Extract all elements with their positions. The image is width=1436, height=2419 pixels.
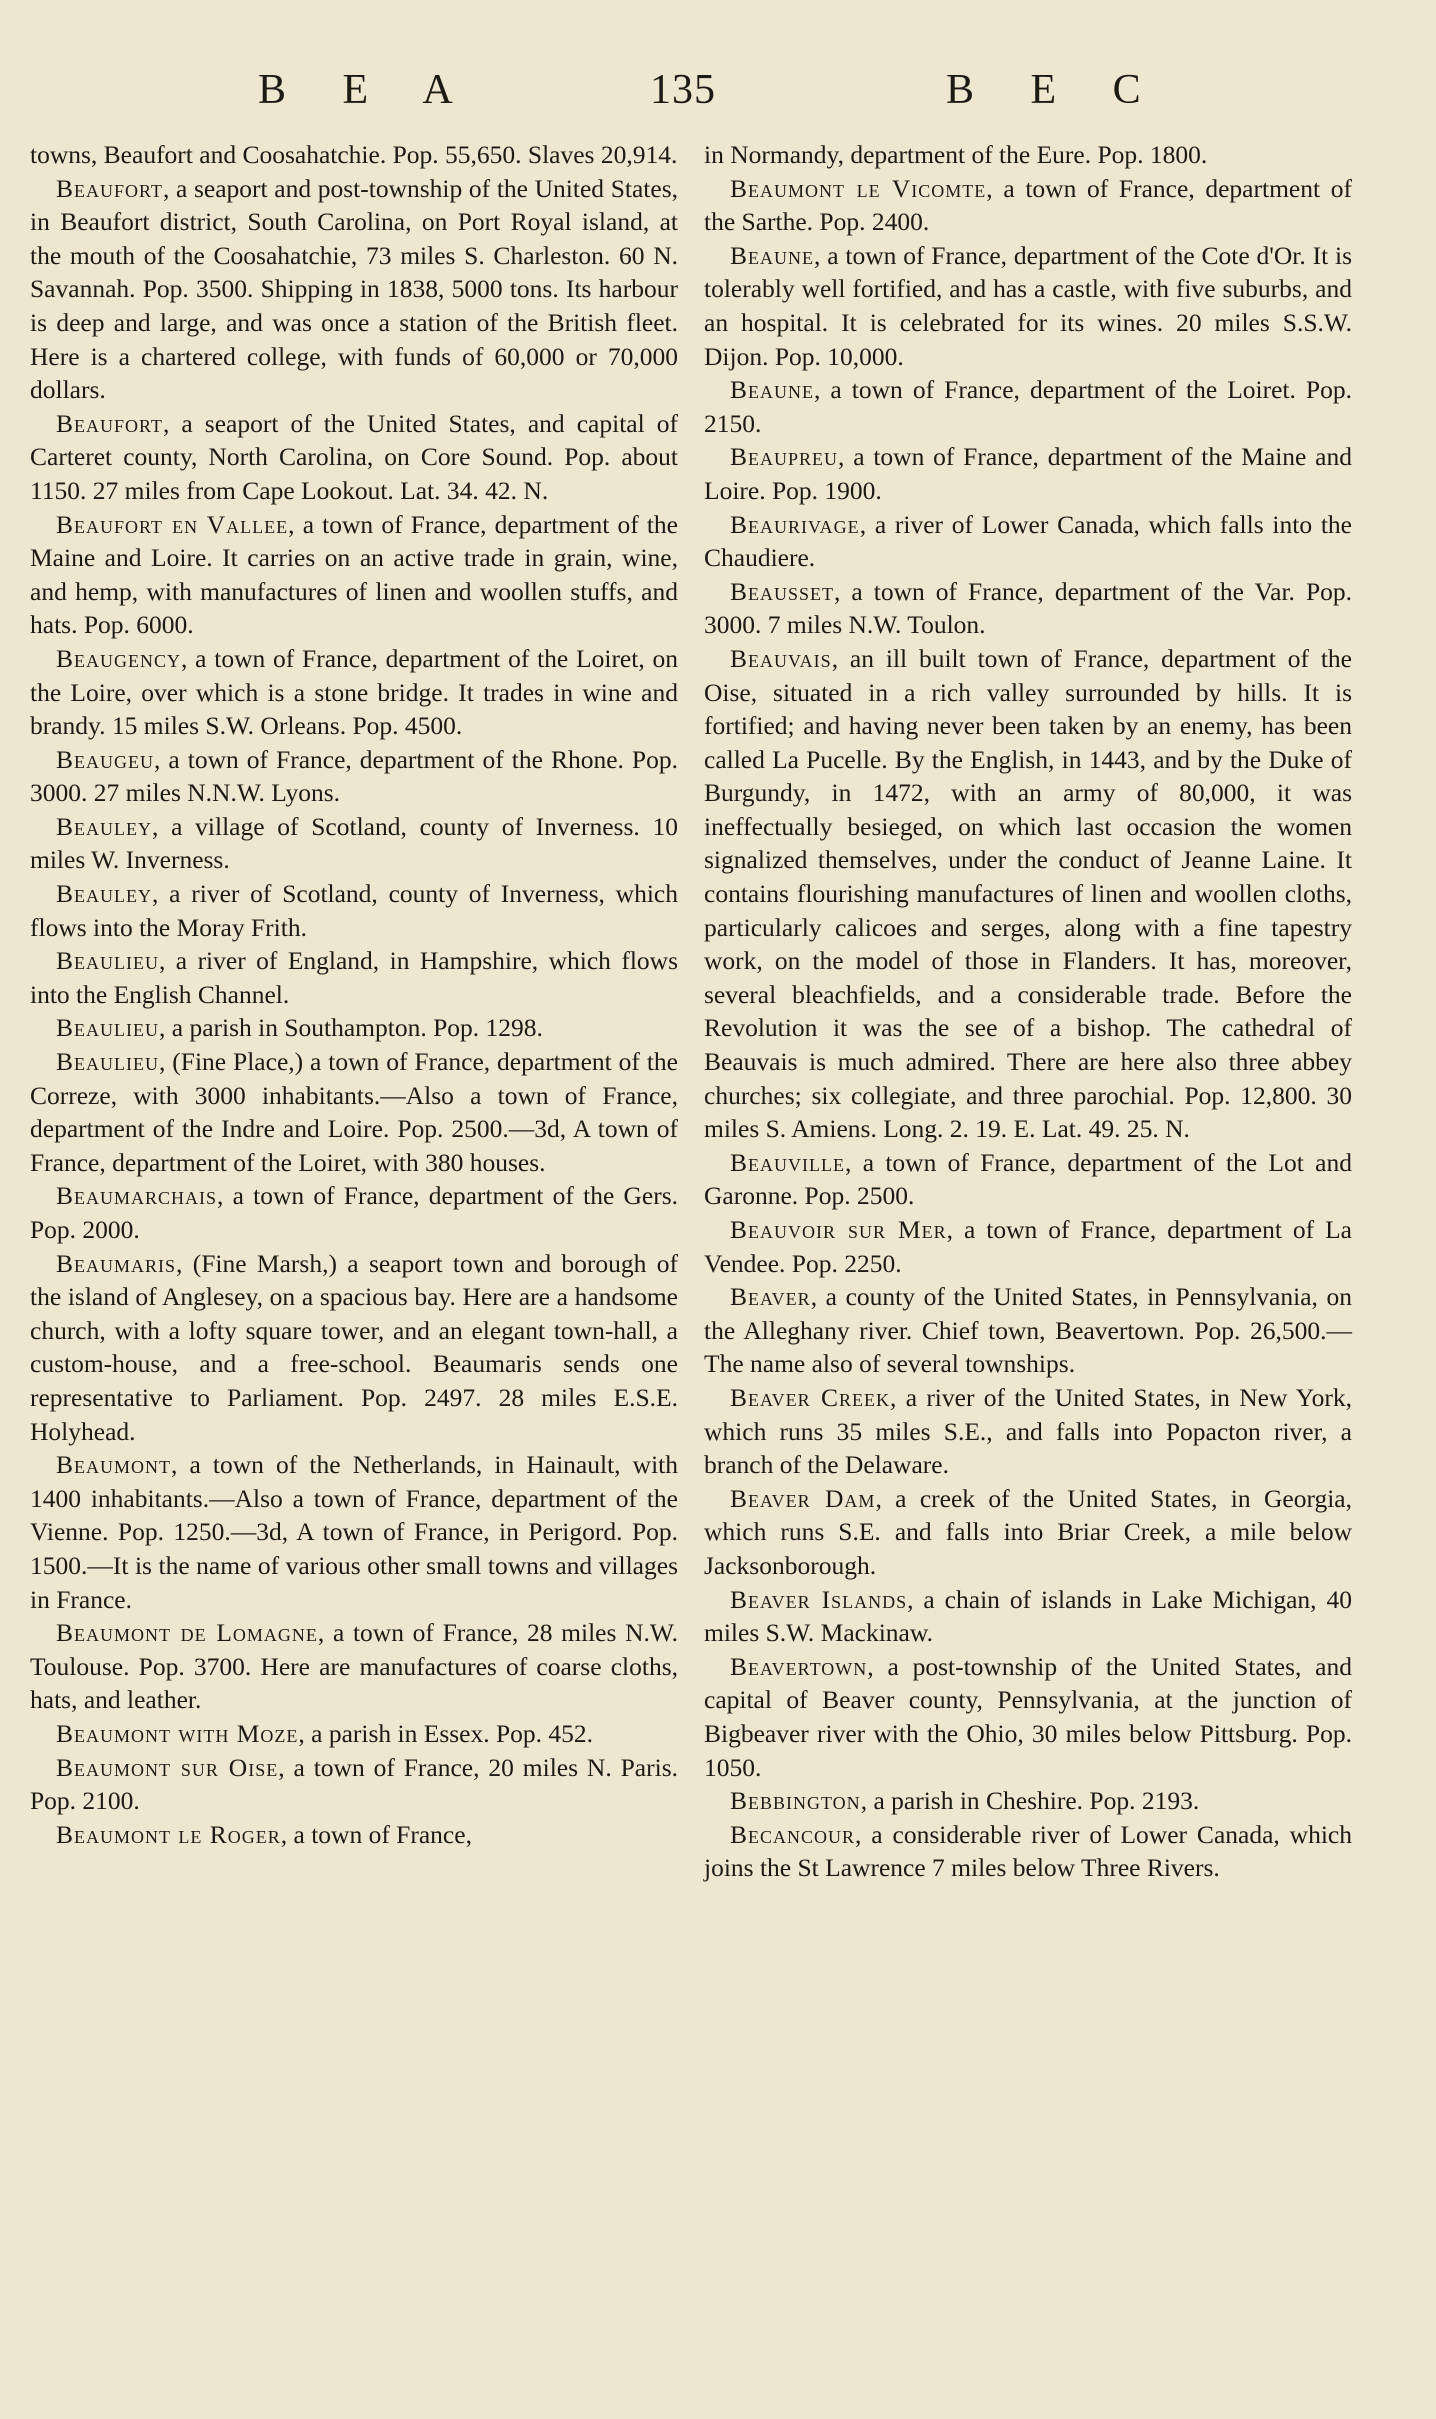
entry-text: , (Fine Place,) a town of France, department of the Correze, with 3000 inhabitants.—Also a town of France, department of the Indre and Loire. Pop. 2500.—3d, A town of France, department of the Loiret, with 380 houses. — [30, 1047, 678, 1177]
entry-text: , a town of France, department of the Cote d'Or. It is tolerably well fortified, and has a castle, with five suburbs, and an hospital. It is celebrated for its wines. 20 miles S.S.W. Dijon. Pop. 10,000. — [704, 240, 1352, 371]
entry-headword: Beaune — [730, 375, 814, 405]
entry-text: , a considerable river of Lower Canada, which joins the St Lawrence 7 miles below Three Rivers. — [704, 1819, 1352, 1883]
gazetteer-entry — [30, 1011, 678, 1045]
entry-text: , a river of Scotland, county of Inverness, which flows into the Moray Frith. — [30, 879, 678, 942]
entry-text: , an ill built town of France, department of the Oise, situated in a rich valley surrounded by hills. It is fortified; and having never been taken by an enemy, has been called La Pucelle. By the English, in 1443, and by the Duke of Burgundy, in 1472, with an army of 80,000, it was ineffectually besieged, on which last occasion the women signalized themselves, under the conduct of Jeanne Laine. It contains flourishing manufactures of linen and woollen cloths, particularly calicoes and serges, along with a fine tapestry work, on the model of those in Flanders. It has, moreover, several bleachfields, and a considerable trade. Before the Revolution it was the see of a bishop. The cathedral of Beauvais is much admired. There are here also three abbey churches; six collegiate, and three parochial. Pop. 12,800. 30 miles S. Amiens. Long. 2. 19. E. Lat. 49. 25. N. — [704, 643, 1352, 1144]
entry-headword: Beavertown — [730, 1651, 868, 1681]
entry-text: , a parish in Essex. Pop. 452. — [298, 1718, 594, 1748]
entry-text: , a chain of islands in Lake Michigan, 40 miles S.W. Mackinaw. — [704, 1584, 1352, 1648]
entry-headword: Beaugeu — [56, 744, 154, 774]
running-header — [40, 66, 1396, 126]
entry-text: , a town of France, department of the Var. Pop. 3000. 7 miles N.W. Toulon. — [704, 576, 1352, 640]
entry-headword: Beaulieu — [56, 946, 159, 976]
header-left-guide-word: B E A — [258, 67, 457, 113]
entry-headword: Beaumont de Lomagne — [56, 1618, 318, 1648]
entry-text: , a town of the Netherlands, in Hainault, with 1400 inhabitants.—Also a town of France, department of the Vienne. Pop. 1250.—3d, A town of France, in Perigord. Pop. 1500.—It is the name of various other small towns and villages in France. — [30, 1450, 678, 1614]
gazetteer-entry — [704, 1381, 1352, 1482]
entry-headword: Beauvais — [730, 643, 832, 673]
gazetteer-entry — [704, 1784, 1352, 1818]
entry-headword: Beaulieu — [56, 1047, 159, 1077]
entry-text: , a village of Scotland, county of Inverness. 10 miles W. Inverness. — [30, 811, 678, 875]
gazetteer-entry — [30, 1751, 678, 1818]
entry-text: , a river of the United States, in New York, which runs 35 miles S.E., and falls into Popacton river, a branch of the Delaware. — [704, 1382, 1352, 1480]
gazetteer-entry — [704, 1482, 1352, 1583]
gazetteer-entry — [30, 172, 678, 407]
entry-text: , a river of England, in Hampshire, which flows into the English Channel. — [30, 946, 678, 1009]
gazetteer-entry — [30, 508, 678, 642]
entry-text: , a creek of the United States, in Georgia, which runs S.E. and falls into Briar Creek, a mile below Jacksonborough. — [704, 1483, 1352, 1580]
left-column — [30, 138, 678, 1851]
gazetteer-entry — [704, 508, 1352, 575]
gazetteer-entry — [704, 373, 1352, 440]
entry-text: , a town of France, department of the Maine and Loire. Pop. 1900. — [704, 442, 1352, 505]
entry-text: , (Fine Marsh,) a seaport town and borough of the island of Anglesey, on a spacious bay. Here are a handsome church, with a lofty square tower, and an elegant town-hall, a custom-house, and a free-school. Beaumaris sends one representative to Parliament. Pop. 2497. 28 miles E.S.E. Holyhead. — [30, 1248, 678, 1446]
entry-text: in Normandy, department of the Eure. Pop. 1800. — [704, 140, 1208, 169]
entry-text: , a town of France, department of the Loiret, on the Loire, over which is a stone bridge. It trades in wine and brandy. 15 miles S.W. Orleans. Pop. 4500. — [30, 643, 678, 741]
entry-headword: Beaune — [730, 240, 814, 270]
gazetteer-entry — [704, 440, 1352, 507]
entry-text: , a post-township of the United States, and capital of Beaver county, Pennsylvania, at the junction of Bigbeaver river with the Ohio, 30 miles below Pittsburg. Pop. 1050. — [704, 1651, 1352, 1782]
entry-headword: Beauley — [56, 811, 152, 841]
entry-text: , a town of France, — [280, 1819, 472, 1849]
entry-headword: Beaumont with Moze — [56, 1718, 299, 1748]
gazetteer-entry — [30, 810, 678, 877]
gazetteer-entry — [30, 1247, 678, 1449]
entry-headword: Beaumont le Vicomte — [730, 173, 987, 203]
entry-headword: Bebbington — [730, 1786, 861, 1816]
gazetteer-entry — [704, 1650, 1352, 1784]
entry-headword: Beausset — [730, 576, 835, 606]
right-column — [704, 138, 1352, 1885]
gazetteer-entry — [30, 944, 678, 1011]
gazetteer-entry — [30, 1616, 678, 1717]
entry-headword: Beaver Dam — [730, 1483, 876, 1513]
entry-text: , a parish in Southampton. Pop. 1298. — [159, 1013, 543, 1043]
entry-headword: Beaver — [730, 1282, 811, 1312]
entry-headword: Beaulieu — [56, 1013, 159, 1043]
gazetteer-entry — [704, 1146, 1352, 1213]
entry-headword: Beaumarchais — [56, 1181, 218, 1211]
gazetteer-entry — [30, 743, 678, 810]
entry-text: , a town of France, department of the Rhone. Pop. 3000. 27 miles N.N.W. Lyons. — [30, 744, 678, 808]
entry-headword: Becancour — [730, 1819, 856, 1849]
entry-headword: Beaver Islands — [730, 1584, 908, 1614]
gazetteer-entry — [704, 642, 1352, 1146]
gazetteer-entry — [30, 1045, 678, 1179]
gazetteer-entry — [704, 1280, 1352, 1381]
entry-text: , a town of France, department of the Lot and Garonne. Pop. 2500. — [704, 1147, 1352, 1211]
entry-text: , a town of France, department of the Loiret. Pop. 2150. — [704, 375, 1352, 438]
gazetteer-entry — [30, 642, 678, 743]
entry-headword: Beaufort — [56, 408, 163, 438]
entry-headword: Beaumont sur Oise — [56, 1752, 279, 1782]
entry-headword: Beauley — [56, 879, 152, 909]
gazetteer-entry — [704, 138, 1352, 172]
entry-text: towns, Beaufort and Coosahatchie. Pop. 55,650. Slaves 20,914. — [30, 140, 678, 169]
page-number: 135 — [650, 67, 716, 113]
gazetteer-entry — [704, 575, 1352, 642]
entry-headword: Beaufort — [56, 173, 163, 203]
gazetteer-entry — [30, 877, 678, 944]
gazetteer-entry — [30, 1818, 678, 1852]
entry-text: , a seaport and post-township of the United States, in Beaufort district, South Carolina, on Port Royal island, at the mouth of the Coosahatchie, 73 miles S. Charleston. 60 N. Savannah. Pop. 3500. Shipping in 1838, 5000 tons. Its harbour is deep and large, and was once a station of the British fleet. Here is a chartered college, with funds of 60,000 or 70,000 dollars. — [30, 173, 678, 405]
gazetteer-entry — [704, 1818, 1352, 1885]
entry-headword: Beaurivage — [730, 509, 860, 539]
header-right-guide-word: B E C — [946, 67, 1145, 113]
entry-text: , a seaport of the United States, and capital of Carteret county, North Carolina, on Core Sound. Pop. about 1150. 27 miles from Cape Lookout. Lat. 34. 42. N. — [30, 408, 678, 505]
entry-headword: Beaumont le Roger — [56, 1819, 281, 1849]
entry-headword: Beauvoir sur Mer — [730, 1215, 947, 1244]
entry-text: , a parish in Cheshire. Pop. 2193. — [860, 1786, 1200, 1816]
entry-headword: Beaufort en Vallee — [56, 509, 289, 539]
entry-headword: Beaumaris — [56, 1248, 177, 1278]
gazetteer-entry — [704, 239, 1352, 373]
gazetteer-entry — [30, 1448, 678, 1616]
entry-text: , a town of France, department of the Maine and Loire. It carries on an active trade in grain, wine, and hemp, with manufactures of linen and woollen stuffs, and hats. Pop. 6000. — [30, 509, 678, 640]
entry-text: , a town of France, 28 miles N.W. Toulouse. Pop. 3700. Here are manufactures of coarse cloths, hats, and leather. — [30, 1618, 678, 1715]
entry-text: , a county of the United States, in Pennsylvania, on the Alleghany river. Chief town, Beavertown. Pop. 26,500.—The name also of several townships. — [704, 1282, 1352, 1379]
gazetteer-entry — [30, 1179, 678, 1246]
entry-text: , a river of Lower Canada, which falls into the Chaudiere. — [704, 509, 1352, 573]
gazetteer-entry — [30, 138, 678, 172]
gazetteer-entry — [30, 407, 678, 508]
gazetteer-entry — [704, 1213, 1352, 1280]
gazetteer-entry — [704, 1583, 1352, 1650]
entry-headword: Beaugency — [56, 643, 181, 673]
entry-text: , a town of France, department of La Vendee. Pop. 2250. — [704, 1215, 1352, 1278]
entry-headword: Beaupreu — [730, 442, 839, 472]
entry-text: , a town of France, 20 miles N. Paris. Pop. 2100. — [30, 1752, 678, 1816]
entry-text: , a town of France, department of the Gers. Pop. 2000. — [30, 1181, 678, 1244]
entry-text: , a town of France, department of the Sarthe. Pop. 2400. — [704, 173, 1352, 237]
gazetteer-entry — [704, 172, 1352, 239]
gazetteer-entry — [30, 1717, 678, 1751]
entry-headword: Beauville — [730, 1147, 845, 1177]
entry-headword: Beaver Creek — [730, 1382, 890, 1412]
entry-headword: Beaumont — [56, 1450, 171, 1480]
